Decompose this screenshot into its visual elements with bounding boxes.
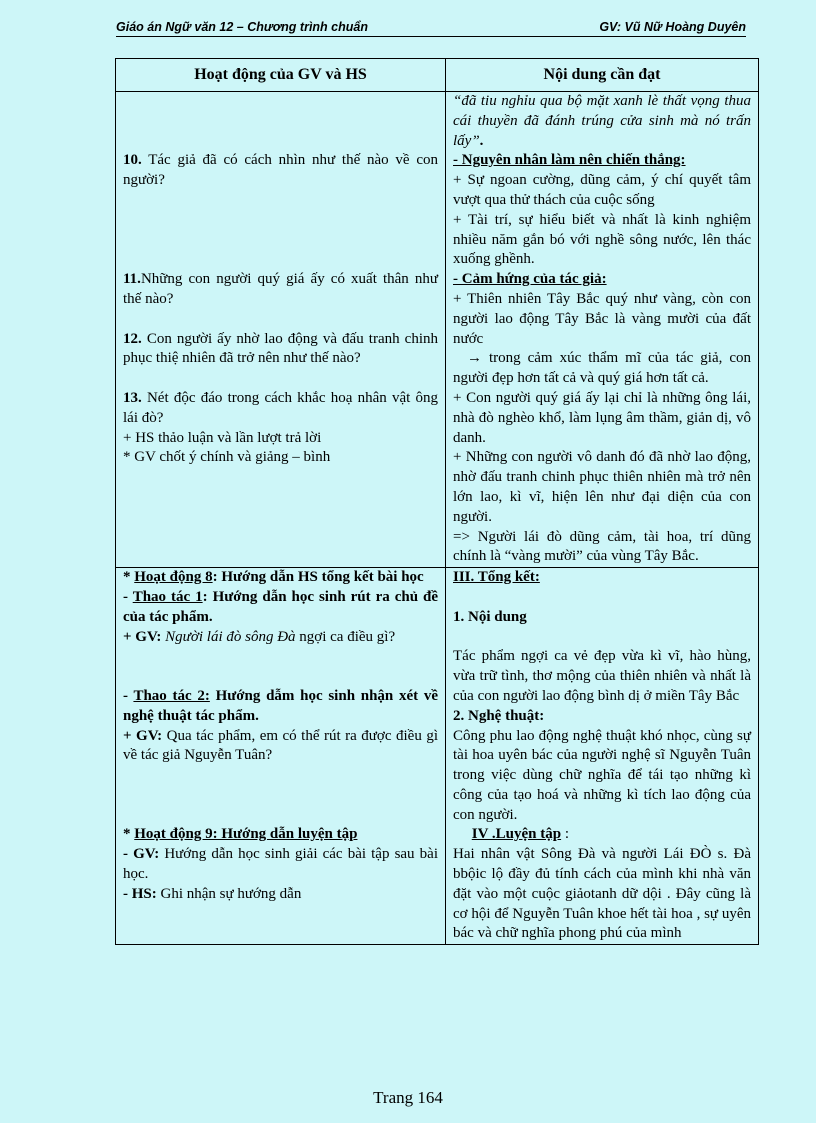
art-title: 2. Nghệ thuật:: [453, 707, 545, 724]
activity-9: * Hoạt động 9: Hướng dẫn luyện tập: [123, 826, 358, 843]
table-row: [116, 92, 759, 568]
hs-note: - HS: Ghi nhận sự hướng dẫn: [123, 885, 302, 902]
inspire-3: + Con người quý giá ấy lại chỉ là những ông lái, nhà đò nghèo khổ, làm lụng âm thầm, giản dị, vô danh.: [453, 389, 751, 446]
header-right: GV: Vũ Nữ Hoàng Duyên: [599, 20, 746, 34]
table-row: [116, 568, 759, 945]
gv-instruction-3: - GV: Hướng dẫn học sinh giải các bài tập sau bài học.: [123, 846, 438, 883]
gv-instruction: * GV chốt ý chính và giảng – bình: [123, 449, 331, 466]
col1-header: Hoạt động của GV và HS: [116, 59, 446, 92]
page-number: Trang 164: [373, 1088, 443, 1107]
inspire-4: + Những con người vô danh đó đã nhờ lao động, nhờ đấu tranh chinh phục thiên nhiên mà trở nên lớn lao, kì vĩ, hiện lên như đại diện của con người.: [453, 449, 751, 525]
content-text: Tác phẩm ngợi ca vẻ đẹp vừa kì vĩ, hào hùng, vừa trữ tình, thơ mộng của thiên nhiên và nhất là của con người lao động bình dị ở miền Tây Bắc: [453, 648, 751, 704]
inspire-1: + Thiên nhiên Tây Bắc quý như vàng, còn con người lao động Tây Bắc là vàng mười của đất nước: [453, 290, 751, 347]
row2-left-cell: [116, 568, 446, 945]
task-1: - Thao tác 1: Hướng dẫn học sinh rút ra chủ đề của tác phẩm.: [123, 588, 438, 625]
table-header-row: [116, 59, 759, 92]
gv-question-1: + GV: Người lái đò sông Đà ngợi ca điều gì?: [123, 628, 396, 645]
hs-instruction: + HS thảo luận và lần lượt trả lời: [123, 429, 322, 446]
row2-right-cell: [446, 568, 759, 945]
row1-right-cell: [446, 92, 759, 568]
inspire-2: → trong cảm xúc thẩm mĩ của tác giả, con người đẹp hơn tất cả và quý giá hơn tất cả.: [453, 350, 751, 387]
question-10: 10. Tác giả đã có cách nhìn như thế nào về con người?: [123, 152, 438, 189]
arrow-icon: →: [466, 350, 482, 367]
practice-title: IV .Luyện tập :: [471, 826, 570, 843]
practice-text: Hai nhân vật Sông Đà và người Lái ĐÒ s. Đà bbộic lộ đầy đủ tính cách của mình khi nhà văn đặt vào một cuộc giảotanh dữ dội . Đây cũng là cơ hội để Nguyễn Tuân khoe hết tài hoa , sự uyên bác và chữ nghĩa phong phú của mình: [453, 846, 751, 942]
row1-left-cell: [116, 92, 446, 568]
question-12: 12. Con người ấy nhờ lao động và đấu tranh chinh phục thiệ nhiên đã trở nên như thế nào?: [123, 330, 438, 367]
gv-question-2: + GV: Qua tác phẩm, em có thể rút ra được điều gì về tác giả Nguyễn Tuân?: [123, 727, 438, 764]
cause-2: + Tài trí, sự hiểu biết và nhất là kinh nghiệm nhiều năm gắn bó với nghề sông nước, lên thác xuống ghềnh.: [453, 211, 751, 268]
section-summary: III. Tổng kết:: [453, 569, 540, 586]
cause-1: + Sự ngoan cường, dũng cảm, ý chí quyết tâm vượt qua thử thách của cuộc sống: [453, 172, 751, 208]
activity-8: * Hoạt động 8: Hướng dẫn HS tổng kết bài học: [123, 569, 424, 586]
art-text: Công phu lao động nghệ thuật khó nhọc, cùng sự tài hoa uyên bác của người nghệ sĩ Nguyễn Tuân trong việc dùng chữ nghĩa để tái tạo những kì công của tạo hoá và những kì tích lao động của con người.: [453, 727, 751, 823]
conclusion: => Người lái đò dũng cảm, tài hoa, trí dũng chính là “vàng mười” của vùng Tây Bắc.: [453, 528, 751, 565]
cause-title: - Nguyên nhân làm nên chiến thắng:: [453, 152, 686, 169]
lesson-table: [115, 58, 759, 945]
col2-header: Nội dung cần đạt: [446, 59, 759, 92]
page-header: [116, 18, 746, 37]
task-2: - Thao tác 2: Hướng dẫm học sinh nhận xét về nghệ thuật tác phẩm.: [123, 687, 438, 724]
question-11: 11.Những con người quý giá ấy có xuất thân như thế nào?: [123, 271, 438, 307]
header-left: Giáo án Ngữ văn 12 – Chương trình chuẩn: [116, 20, 368, 34]
inspire-title: - Cảm hứng của tác giả:: [453, 271, 607, 288]
quote: “đã tiu nghỉu qua bộ mặt xanh lè thất vọng thua cái thuyền đã đánh trúng cửa sinh mà nó trấn lấy”.: [453, 93, 751, 149]
question-13: 13. Nét độc đáo trong cách khắc hoạ nhân vật ông lái đò?: [123, 389, 438, 426]
content-title: 1. Nội dung: [453, 608, 527, 625]
